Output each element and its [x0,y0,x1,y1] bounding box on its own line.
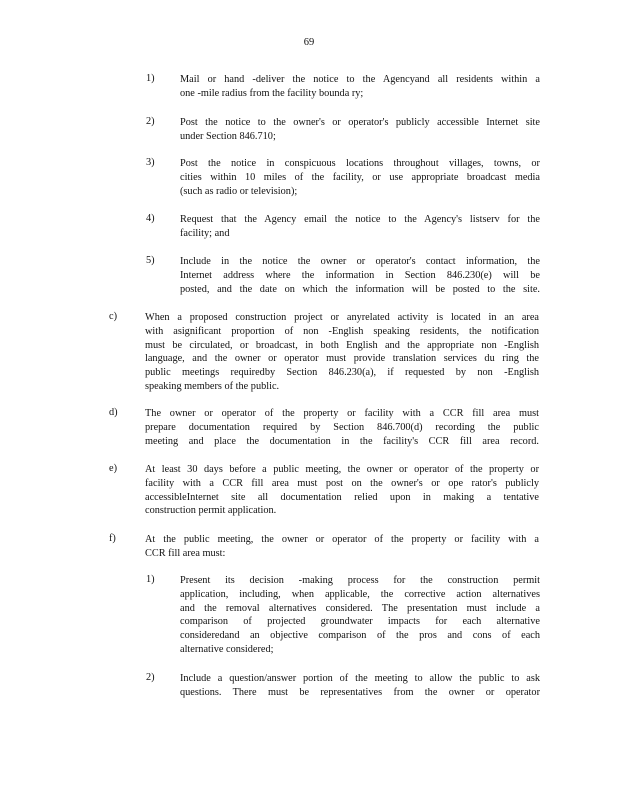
list-marker: 5) [146,255,155,266]
paragraph-text [145,311,539,394]
text-line: accessibleInternet site all documentation relied upon in making a tentative [145,491,539,503]
text-line: application, including, when applicable, the corrective action alternatives [180,588,540,600]
text-line: Post the notice in conspicuous locations throughout villages, towns, or [180,158,540,169]
paragraph-text [145,463,539,518]
list-marker: c) [109,311,117,322]
paragraph-text [180,157,540,198]
text-line: Include a question/answer portion of the meeting to allow the public to ask [180,673,540,684]
page-number: 69 [303,37,315,48]
text-line: Mail or hand -deliver the notice to the Agencyand all residents within a [180,74,540,85]
list-marker: 2) [146,116,155,127]
text-line: At the public meeting, the owner or operator of the property or facility with a [145,534,539,545]
text-line: At least 30 days before a public meeting, the owner or operator of the property or [145,464,539,475]
text-line: prepare documentation required by Section 846.700(d) recording the public [145,421,539,433]
paragraph-text [145,407,539,448]
list-marker: 2) [146,672,155,683]
text-line: meeting and place the documentation in the facility's CCR fill area record. [145,435,539,447]
text-line: and the removal alternatives considered. The presentation must include a [180,602,540,614]
text-line: (such as radio or television); [180,185,298,197]
text-line: cities within 10 miles of the facility, or use appropriate broadcast media [180,171,540,183]
text-line: When a proposed construction project or anyrelated activity is located in an area [145,312,539,323]
paragraph-text [145,533,539,561]
text-line: The owner or operator of the property or facility with a CCR fill area must [145,408,539,419]
text-line: CCR fill area must: [145,547,226,559]
list-marker: 3) [146,157,155,168]
list-marker: f) [109,533,116,544]
text-line: speaking members of the public. [145,380,280,392]
text-line: consideredand an objective comparison of the pros and cons of each [180,630,540,642]
paragraph-text [180,116,540,144]
text-line: questions. There must be representatives from the owner or operator [180,686,540,698]
text-line: under Section 846.710; [180,130,276,142]
text-line: Internet address where the information in Section 846.230(e) will be [180,269,540,281]
list-marker: 1) [146,574,155,585]
paragraph-text [180,73,540,101]
text-line: facility; and [180,227,230,239]
text-line: must be circulated, or broadcast, in both English and the appropriate non -English [145,339,539,351]
list-marker: d) [109,407,118,418]
text-line: construction permit application. [145,505,277,517]
paragraph-text [180,213,540,241]
paragraph-text [180,255,540,296]
text-line: alternative considered; [180,643,274,655]
text-line: Present its decision -making process for the construction permit [180,575,540,586]
text-line: Include in the notice the owner or operator's contact information, the [180,256,540,267]
text-line: Request that the Agency email the notice to the Agency's listserv for the [180,214,540,225]
list-marker: 4) [146,213,155,224]
text-line: one -mile radius from the facility bounda ry; [180,87,364,99]
list-marker: 1) [146,73,155,84]
text-line: facility with a CCR fill area must post on the owner's or ope rator's publicly [145,477,539,489]
list-marker: e) [109,463,117,474]
paragraph-text [180,672,540,700]
text-line: Post the notice to the owner's or operator's publicly accessible Internet site [180,117,540,128]
text-line: language, and the owner or operator must provide translation services du ring the [145,353,539,365]
text-line: posted, and the date on which the information will be posted to the site. [180,283,540,295]
text-line: with asignificant proportion of non -English speaking residents, the notification [145,325,539,337]
text-line: public meetings requiredby Section 846.230(a), if requested by non -English [145,367,539,379]
paragraph-text [180,574,540,657]
text-line: comparison of projected groundwater impacts for each alternative [180,616,540,628]
